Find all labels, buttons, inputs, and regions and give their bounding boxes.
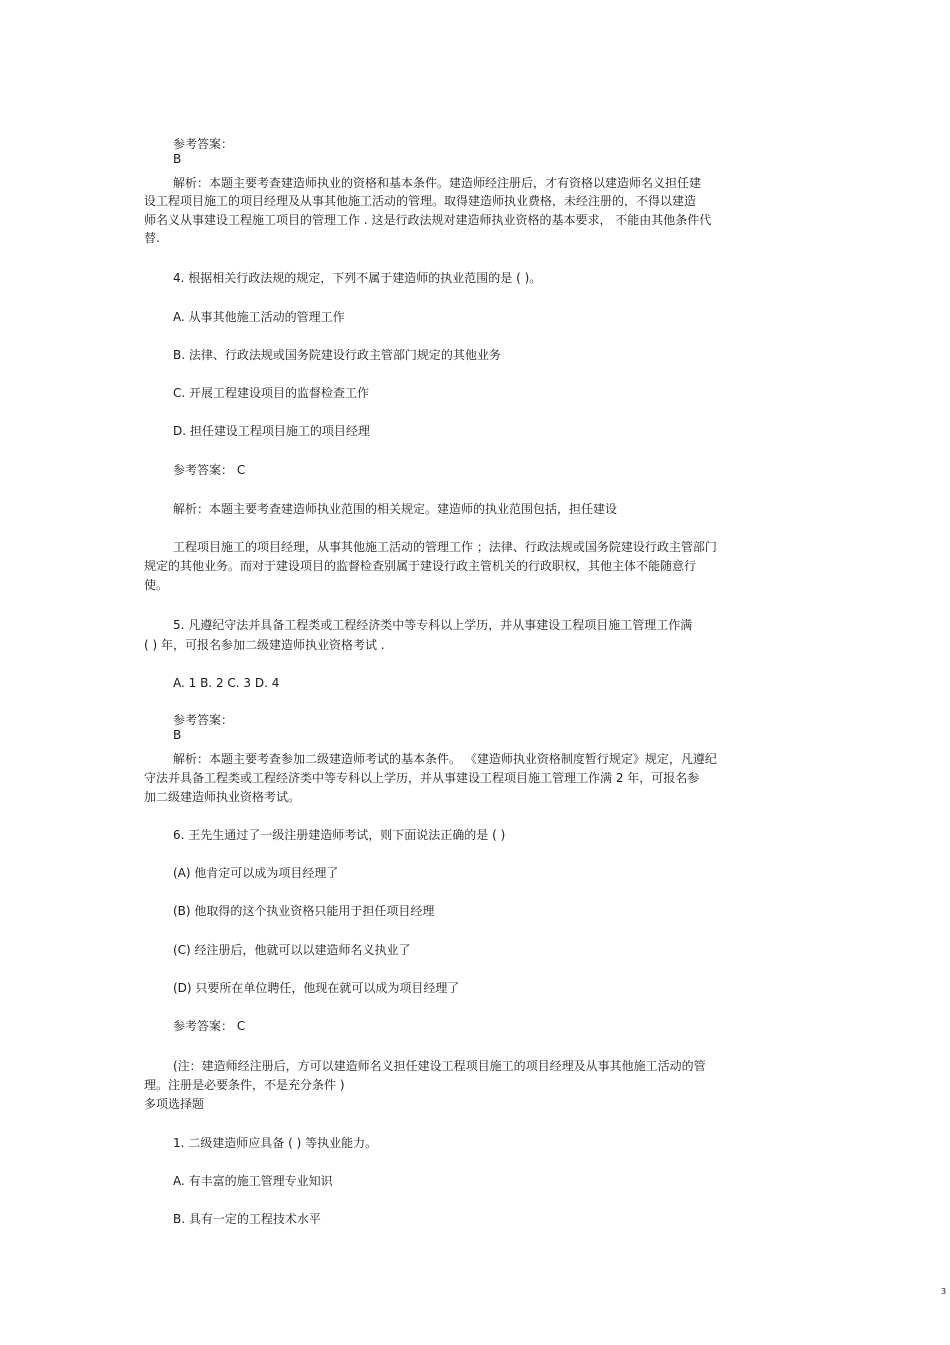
analysis-line: 守法并具备工程类或工程经济类中等专科以上学历，并从事建设工程项目施工管理工作满 2 年，可报名参 [144, 771, 700, 785]
answer-value: B [173, 152, 182, 166]
analysis-line: 解析：本题主要考查建造师执业范围的相关规定。建造师的执业范围包括，担任建设 [173, 502, 618, 516]
section-heading: 多项选择题 [144, 1097, 205, 1111]
option-a: (A) 他肯定可以成为项目经理了 [173, 866, 339, 880]
note-line: (注：建造师经注册后，方可以建造师名义担任建设工程项目施工的项目经理及从事其他施工活动的管 [173, 1059, 706, 1073]
analysis-line: 使。 [144, 578, 169, 592]
answer-line: 参考答案： C [173, 1019, 246, 1033]
answer-line: 参考答案： C [173, 463, 246, 477]
answer-label: 参考答案： [173, 713, 234, 727]
option-d: (D) 只要所在单位聘任，他现在就可以成为项目经理了 [173, 981, 460, 995]
question-stem: 4. 根据相关行政法规的规定，下列不属于建造师的执业范围的是 ( )。 [173, 271, 542, 285]
answer-value: B [173, 728, 182, 742]
analysis-line: 解析：本题主要考查建造师执业的资格和基本条件。建造师经注册后，才有资格以建造师名义担任建 [173, 176, 702, 190]
option-c: (C) 经注册后，他就可以以建造师名义执业了 [173, 943, 411, 957]
note-line: 理。注册是必要条件，不是充分条件 ) [144, 1078, 345, 1092]
analysis-line: 设工程项目施工的项目经理及从事其他施工活动的管理。取得建造师执业费格，未经注册的，不得以建造 [144, 194, 697, 208]
option-b: (B) 他取得的这个执业资格只能用于担任项目经理 [173, 904, 435, 918]
option-a: A. 从事其他施工活动的管理工作 [173, 310, 345, 324]
analysis-line: 解析：本题主要考查参加二级建造师考试的基本条件。 《建造师执业资格制度暂行规定》规定，凡遵纪 [173, 752, 717, 766]
option-c: C. 开展工程建设项目的监督检查工作 [173, 386, 370, 400]
question-stem: 5. 凡遵纪守法并具备工程类或工程经济类中等专科以上学历，并从事建设工程项目施工管理工作满 [173, 618, 693, 632]
page-number: 3 [941, 1287, 947, 1296]
option-b: B. 具有一定的工程技术水平 [173, 1212, 321, 1226]
analysis-line: 师名义从事建设工程施工项目的管理工作 . 这是行政法规对建造师执业资格的基本要求， 不能由其他条件代 [144, 213, 712, 227]
option-a: A. 有丰富的施工管理专业知识 [173, 1174, 333, 1188]
analysis-line: 替. [144, 231, 160, 245]
options-line: A. 1 B. 2 C. 3 D. 4 [173, 676, 280, 690]
question-stem: 6. 王先生通过了一级注册建造师考试，则下面说法正确的是 ( ) [173, 828, 506, 842]
analysis-line: 规定的其他业务。而对于建设项目的监督检查别属于建设行政主管机关的行政职权，其他主体不能随意行 [144, 559, 697, 573]
analysis-line: 加二级建造师执业资格考试。 [144, 790, 301, 804]
answer-label: 参考答案： [173, 137, 234, 151]
option-b: B. 法律、行政法规或国务院建设行政主管部门规定的其他业务 [173, 348, 501, 362]
analysis-line: 工程项目施工的项目经理，从事其他施工活动的管理工作 ；法律、行政法规或国务院建设行政主管部门 [173, 540, 717, 554]
option-d: D. 担任建设工程项目施工的项目经理 [173, 424, 370, 438]
question-stem: 1. 二级建造师应具备 ( ) 等执业能力。 [173, 1136, 378, 1150]
question-stem: ( ) 年，可报名参加二级建造师执业资格考试 . [144, 638, 385, 652]
